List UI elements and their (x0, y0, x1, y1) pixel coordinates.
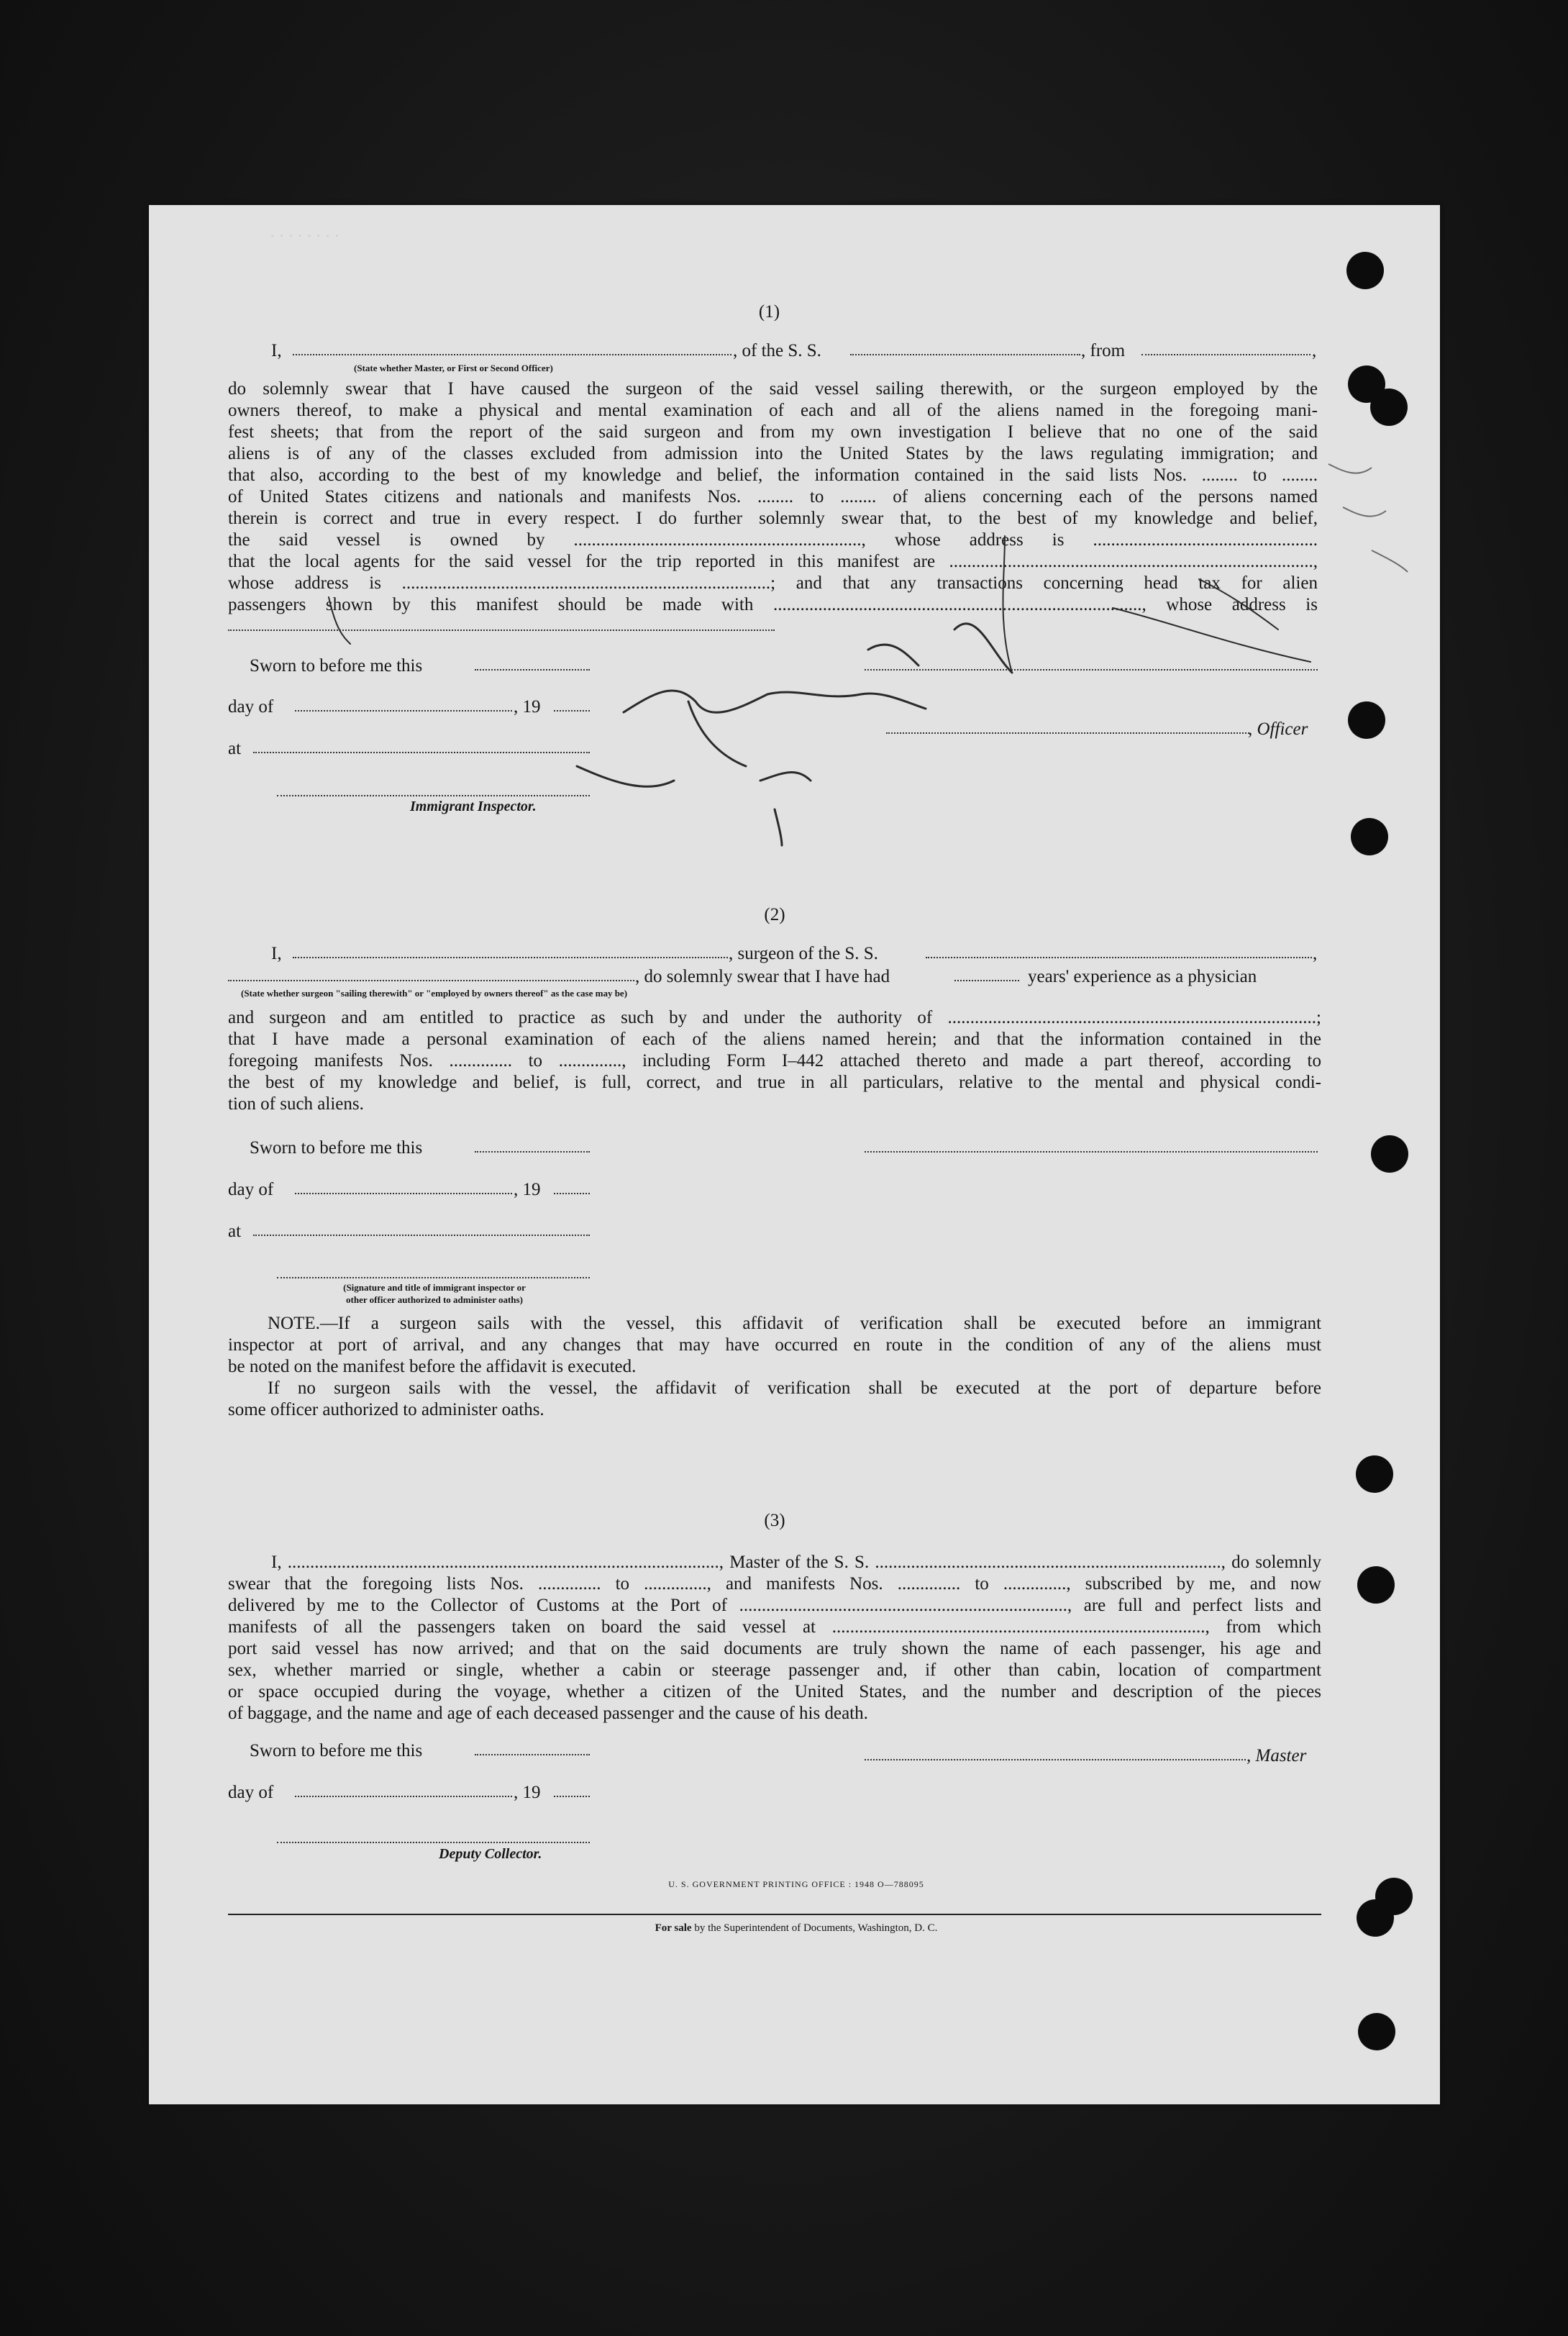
master-label: , Master (1246, 1746, 1307, 1765)
note-line: some officer authorized to administer oaths. (228, 1400, 544, 1419)
inspector-label: Immigrant Inspector. (410, 799, 537, 814)
s3-body-line: I, ................................................................................................, Master of the S. S. ............................................................................., do solemnly (271, 1553, 1321, 1572)
section-1-body (228, 378, 1318, 616)
note-line: inspector at port of arrival, and any changes that may have occurred en route in the condition of any of the aliens must (228, 1335, 1321, 1355)
s1-body-line: do solemnly swear that I have caused the surgeon of the said vessel sailing therewith, or the surgeon employed by the (228, 379, 1318, 399)
section-2-heading: (2) (764, 905, 785, 924)
s1-year-field[interactable] (554, 710, 590, 712)
s1-body-line: of United States citizens and nationals and manifests Nos. ........ to ........ of aliens concerning each of the persons named (228, 487, 1318, 506)
surgeon-note-2 (228, 1378, 1321, 1421)
punch-hole (1358, 2013, 1395, 2050)
s2-ship-field[interactable] (926, 957, 1312, 958)
surgeon-name-field[interactable] (293, 957, 728, 958)
section-3-body (228, 1552, 1321, 1724)
s2-line1-i: I, (271, 944, 282, 963)
section-2-body (228, 1007, 1321, 1115)
s2-line1-ss: , surgeon of the S. S. (729, 944, 878, 963)
s1-at-label: at (228, 739, 242, 758)
s3-body-line: delivered by me to the Collector of Customs at the Port of ........................................................................., are full and perfect lists and (228, 1596, 1321, 1615)
s1-line1-ss: , of the S. S. (733, 341, 821, 360)
s2-at-label: at (228, 1222, 242, 1241)
s2-sworn-date-field[interactable] (475, 1151, 590, 1153)
officer-name-field[interactable] (293, 354, 731, 355)
s3-body-line: swear that the foregoing lists Nos. .............. to .............., and manifests Nos. .............. to .............., subscribed by me, and now (228, 1574, 1321, 1594)
surgeon-note-1 (228, 1313, 1321, 1378)
s1-at-field[interactable] (253, 752, 590, 753)
s2-line2-swear: , do solemnly swear that I have had (635, 967, 890, 986)
punch-hole (1356, 1455, 1393, 1493)
collector-label: Deputy Collector. (439, 1846, 542, 1862)
sale-line (149, 1922, 1444, 1935)
surgeon-status-field[interactable] (228, 980, 634, 981)
footer-rule (228, 1914, 1321, 1915)
s1-year-label: , 19 (514, 697, 541, 717)
s2-body-line: foregoing manifests Nos. .............. to .............., including Form I–442 attached thereto and made a part thereof, according to (228, 1051, 1321, 1071)
s1-line1-from: , from (1081, 341, 1126, 360)
form-page (149, 205, 1440, 2104)
punch-hole (1371, 1135, 1408, 1173)
inspector-signature-field[interactable] (277, 795, 590, 796)
s1-body-line: aliens is of any of the classes excluded from admission into the United States by the laws regulating immigration; and (228, 444, 1318, 463)
note-line: If no surgeon sails with the vessel, the affidavit of verification shall be executed at the port of departure before (268, 1378, 1321, 1398)
punch-hole (1348, 701, 1385, 739)
s2-body-line: that I have made a personal examination of each of the aliens named herein; and that the information contained in the (228, 1030, 1321, 1049)
s1-sworn-label: Sworn to before me this (250, 656, 423, 676)
s3-body-line: or space occupied during the voyage, whether a citizen of the United States, and the number and description of the pieces (228, 1682, 1321, 1701)
s3-body-line: port said vessel has now arrived; and that on the said documents are truly shown the name of each passenger, his age and (228, 1639, 1321, 1658)
s2-at-field[interactable] (253, 1235, 590, 1236)
s2-body-line: and surgeon and am entitled to practice as such by and under the authority of ..................................................................................; (228, 1008, 1321, 1027)
s1-line1-i: I, (271, 341, 282, 360)
s3-body-line: of baggage, and the name and age of each deceased passenger and the cause of his death. (228, 1704, 868, 1723)
s2-sworn-label: Sworn to before me this (250, 1138, 423, 1158)
agent-address-field[interactable] (228, 630, 775, 631)
s1-signature-field[interactable] (865, 669, 1318, 671)
note-line: NOTE.—If a surgeon sails with the vessel, this affidavit of verification shall be executed before an immigrant (268, 1314, 1321, 1333)
s2-line2-years: years' experience as a physician (1028, 967, 1257, 986)
s1-body-line: fest sheets; that from the report of the said surgeon and from my own investigation I believe that no one of the said (228, 422, 1318, 442)
s1-body-line: passengers shown by this manifest should be made with .................................................................................., whose address is (228, 595, 1318, 614)
punch-hole (1370, 388, 1408, 426)
s2-body-line: tion of such aliens. (228, 1094, 364, 1114)
ship-name-field[interactable] (850, 354, 1080, 355)
officer-label: , Officer (1248, 719, 1308, 739)
s2-year-label: , 19 (514, 1180, 541, 1199)
s1-body-line: the said vessel is owned by ................................................................, whose address is .................................................. (228, 530, 1318, 550)
sale-rest: by the Superintendent of Documents, Washington, D. C. (691, 1922, 938, 1934)
s3-year-field[interactable] (554, 1796, 590, 1797)
master-signature-field[interactable] (865, 1759, 1246, 1760)
s1-body-line: owners thereof, to make a physical and mental examination of each and all of the aliens named in the foregoing mani- (228, 401, 1318, 420)
s1-day-field[interactable] (295, 710, 512, 712)
s2-day-of-label: day of (228, 1180, 274, 1199)
sale-bold: For sale (655, 1922, 692, 1934)
punch-hole (1357, 1899, 1394, 1937)
s2-line1-comma: , (1313, 944, 1318, 963)
gpo-imprint: U. S. GOVERNMENT PRINTING OFFICE : 1948 O—788095 (668, 1879, 924, 1889)
s1-officer-note: (State whether Master, or First or Second Officer) (354, 363, 553, 373)
bleed-through-text: · · · · · · · · (270, 227, 340, 245)
s1-body-line: that also, according to the best of my knowledge and belief, the information contained in the said lists Nos. ........ to ........ (228, 465, 1318, 485)
s3-year-label: , 19 (514, 1783, 541, 1802)
s3-body-line: sex, whether married or single, whether a cabin or steerage passenger and, if other than cabin, location of compartment (228, 1660, 1321, 1680)
punch-hole (1346, 252, 1384, 289)
s1-sworn-date-field[interactable] (475, 669, 590, 671)
years-experience-field[interactable] (954, 980, 1019, 981)
note-line: be noted on the manifest before the affidavit is executed. (228, 1357, 637, 1376)
s1-body-line: therein is correct and true in every respect. I do further solemnly swear that, to the best of my knowledge and belief, (228, 509, 1318, 528)
s1-line1-comma: , (1312, 341, 1317, 360)
officer-signature-field[interactable] (886, 732, 1249, 734)
s1-body-line: whose address is ..................................................................................; and that any transactions concerning head tax for alien (228, 573, 1318, 593)
s2-body-line: the best of my knowledge and belief, is full, correct, and true in all particulars, relative to the mental and physical condi- (228, 1073, 1321, 1092)
s2-signature-note: (Signature and title of immigrant inspector or other officer authorized to administer oaths) (343, 1282, 526, 1305)
s3-sworn-date-field[interactable] (475, 1754, 590, 1755)
s1-day-of-label: day of (228, 697, 274, 717)
s3-sworn-label: Sworn to before me this (250, 1741, 423, 1760)
s2-inspector-signature-field[interactable] (277, 1277, 590, 1278)
s2-day-field[interactable] (295, 1193, 512, 1194)
s3-day-field[interactable] (295, 1796, 512, 1797)
punch-hole (1351, 818, 1388, 855)
s3-day-of-label: day of (228, 1783, 274, 1802)
section-1-heading: (1) (758, 302, 780, 322)
surgeon-signature-field[interactable] (865, 1151, 1318, 1153)
s3-body-line: manifests of all the passengers taken on board the said vessel at ..................................................................................., from which (228, 1617, 1321, 1637)
s2-surgeon-note: (State whether surgeon "sailing therewith" or "employed by owners thereof" as the case may be) (241, 988, 628, 999)
section-3-heading: (3) (764, 1511, 785, 1530)
punch-hole (1357, 1566, 1395, 1604)
s1-body-line: that the local agents for the said vessel for the trip reported in this manifest are ................................................................................., (228, 552, 1318, 571)
from-port-field[interactable] (1141, 354, 1311, 355)
s2-year-field[interactable] (554, 1193, 590, 1194)
collector-signature-field[interactable] (277, 1842, 590, 1843)
